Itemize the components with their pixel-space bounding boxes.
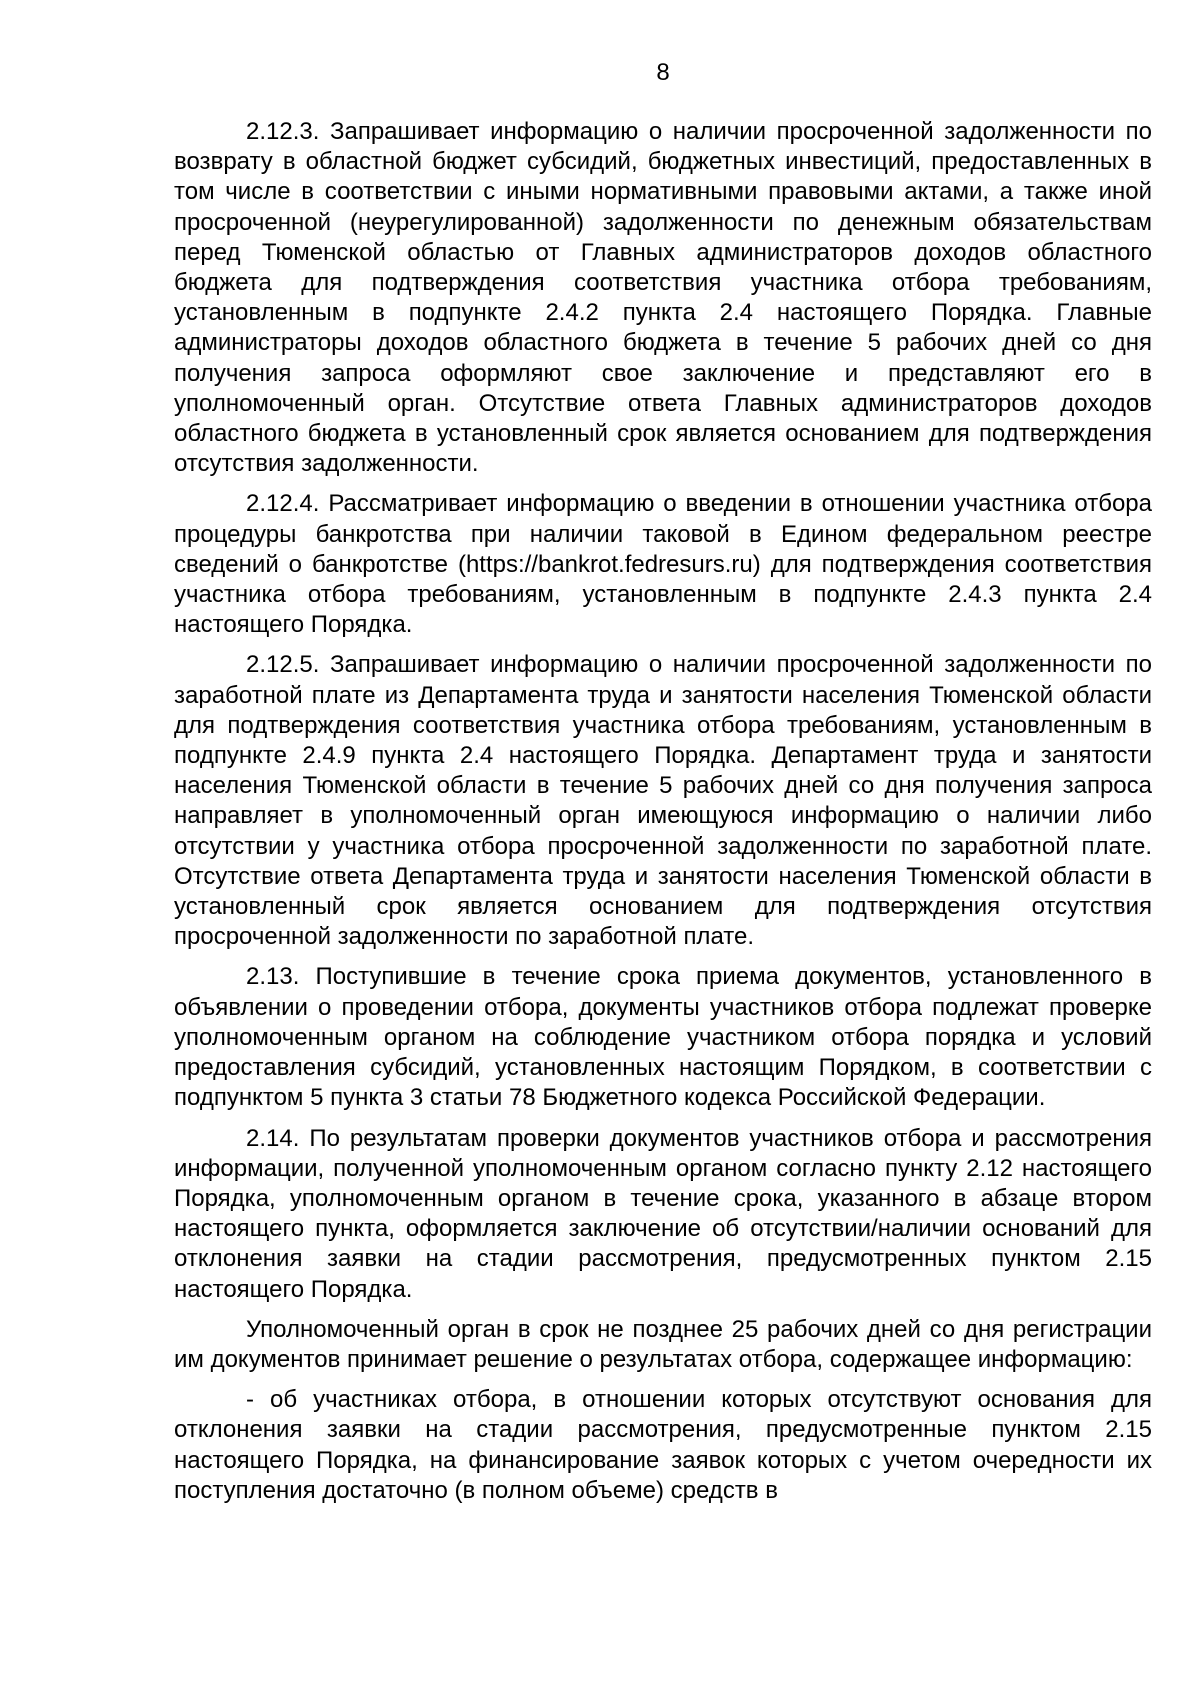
paragraph-decision-deadline: Уполномоченный орган в срок не позднее 25 рабочих дней со дня регистрации им документов принимает решение о результатах отбора, содержащее информацию: — [174, 1315, 1152, 1373]
paragraph-list-item: - об участниках отбора, в отношении которых отсутствуют основания для отклонения заявки на стадии рассмотрения, предусмотренные пунктом 2.15 настоящего Порядка, на финансирование заявок которых с учетом очередности их поступления достаточно (в полном объеме) средств в — [174, 1386, 1152, 1504]
paragraph-2-12-3: 2.12.3. Запрашивает информацию о наличии просроченной задолженности по возврату в областной бюджет субсидий, бюджетных инвестиций, предоставленных в том числе в соответствии с иными нормативными правовыми актами, а также иной просроченной (неурегулированной) задолженности по денежным обязательствам перед Тюменской областью от Главных администраторов доходов областного бюджета для подтверждения соответствия участника отбора требованиям, установленным в подпункте 2.4.2 пункта 2.4 настоящего Порядка. Главные администраторы доходов областного бюджета в течение 5 рабочих дней со дня получения запроса оформляют свое заключение и представляют его в уполномоченный орган. Отсутствие ответа Главных администраторов доходов областного бюджета в установленный срок является основанием для подтверждения отсутствия задолженности. — [174, 118, 1152, 478]
paragraph-2-12-4: 2.12.4. Рассматривает информацию о введении в отношении участника отбора процедуры банкротства при наличии таковой в Едином федеральном реестре сведений о банкротстве (https://bankrot.fedresurs.ru) для подтверждения соответствия участника отбора требованиям, установленным в подпункте 2.4.3 пункта 2.4 настоящего Порядка. — [174, 490, 1152, 639]
paragraph-2-12-5: 2.12.5. Запрашивает информацию о наличии просроченной задолженности по заработной плате из Департамента труда и занятости населения Тюменской области для подтверждения соответствия участника отбора требованиям, установленным в подпункте 2.4.9 пункта 2.4 настоящего Порядка. Департамент труда и занятости населения Тюменской области в течение 5 рабочих дней со дня получения запроса направляет в уполномоченный орган имеющуюся информацию о наличии либо отсутствии у участника отбора просроченной задолженности по заработной плате. Отсутствие ответа Департамента труда и занятости населения Тюменской области в установленный срок является основанием для подтверждения отсутствия просроченной задолженности по заработной плате. — [174, 651, 1152, 951]
paragraph-2-13: 2.13. Поступившие в течение срока приема документов, установленного в объявлении о проведении отбора, документы участников отбора подлежат проверке уполномоченным органом на соблюдение участником отбора порядка и условий предоставления субсидий, установленных настоящим Порядком, в соответствии с подпунктом 5 пункта 3 статьи 78 Бюджетного кодекса Российской Федерации. — [174, 963, 1152, 1112]
paragraph-2-14: 2.14. По результатам проверки документов участников отбора и рассмотрения информации, полученной уполномоченным органом согласно пункту 2.12 настоящего Порядка, уполномоченным органом в течение срока, указанного в абзаце втором настоящего пункта, оформляется заключение об отсутствии/наличии оснований для отклонения заявки на стадии рассмотрения, предусмотренных пунктом 2.15 настоящего Порядка. — [174, 1124, 1152, 1303]
page-number: 8 — [656, 59, 670, 86]
document-body — [174, 117, 1152, 1516]
